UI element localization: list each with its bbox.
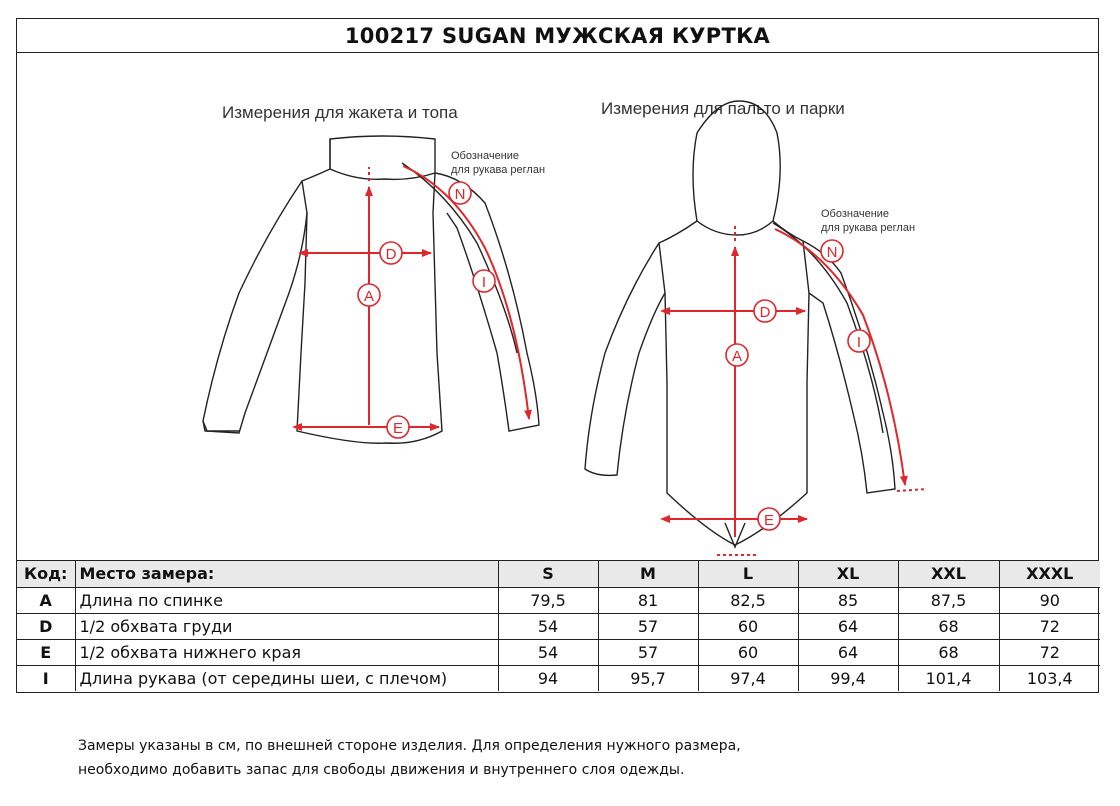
jacket-raglan-note-1: Обозначение [451, 150, 520, 162]
row-code: D [17, 613, 75, 639]
parka-marker-d: D [759, 304, 771, 321]
row-name: Длина по спинке [75, 587, 498, 613]
jacket-markers [358, 182, 495, 438]
row-name: 1/2 обхвата груди [75, 613, 498, 639]
row-code: I [17, 665, 75, 691]
row-value: 97,4 [698, 665, 798, 691]
jacket-marker-n: N [454, 186, 466, 203]
parka-raglan-note-1: Обозначение [821, 208, 890, 220]
row-value: 95,7 [598, 665, 698, 691]
row-value: 101,4 [898, 665, 999, 691]
note-line-2: необходимо добавить запас для свободы движения и внутреннего слоя одежды. [78, 762, 685, 778]
header-size-s: S [498, 561, 598, 587]
row-value: 60 [698, 613, 798, 639]
row-value: 72 [999, 613, 1100, 639]
header-size-l: L [698, 561, 798, 587]
jacket-marker-e: E [392, 420, 404, 437]
row-value: 64 [798, 639, 898, 665]
note-line-1: Замеры указаны в см, по внешней стороне изделия. Для определения нужного размера, [78, 738, 741, 754]
header-size-xl: XL [798, 561, 898, 587]
caption-jacket: Измерения для жакета и топа [222, 103, 458, 122]
row-value: 68 [898, 613, 999, 639]
row-name: 1/2 обхвата нижнего края [75, 639, 498, 665]
parka-marker-i: I [856, 334, 862, 351]
parka-raglan-note-2: для рукава реглан [821, 222, 916, 234]
row-value: 81 [598, 587, 698, 613]
table-header-row [17, 561, 1100, 587]
jacket-marker-i: I [481, 274, 487, 291]
row-name: Длина рукава (от середины шеи, с плечом) [75, 665, 498, 691]
row-value: 103,4 [999, 665, 1100, 691]
row-value: 94 [498, 665, 598, 691]
row-value: 79,5 [498, 587, 598, 613]
table-row [17, 613, 1100, 639]
table-row [17, 665, 1100, 691]
row-value: 60 [698, 639, 798, 665]
jacket-raglan-note-2: для рукава реглан [451, 164, 546, 176]
row-value: 68 [898, 639, 999, 665]
table-row [17, 587, 1100, 613]
row-code: A [17, 587, 75, 613]
row-value: 85 [798, 587, 898, 613]
row-value: 82,5 [698, 587, 798, 613]
row-value: 57 [598, 613, 698, 639]
parka-marker-n: N [826, 244, 838, 261]
measurement-diagrams [17, 53, 1098, 561]
size-chart-sheet [16, 18, 1099, 693]
row-value: 57 [598, 639, 698, 665]
table-row [17, 639, 1100, 665]
parka-markers [726, 240, 870, 530]
header-size-xxxl: XXXL [999, 561, 1100, 587]
parka-marker-e: E [763, 512, 775, 529]
product-title: 100217 SUGAN МУЖСКАЯ КУРТКА [17, 19, 1098, 53]
row-value: 64 [798, 613, 898, 639]
jacket-marker-d: D [385, 246, 397, 263]
row-value: 54 [498, 613, 598, 639]
header-size-xxl: XXL [898, 561, 999, 587]
row-value: 87,5 [898, 587, 999, 613]
row-value: 72 [999, 639, 1100, 665]
header-size-m: M [598, 561, 698, 587]
parka-measure-lines [669, 223, 927, 555]
header-code: Код: [17, 561, 75, 587]
jacket-marker-a: A [363, 288, 375, 305]
header-name: Место замера: [75, 561, 498, 587]
row-value: 54 [498, 639, 598, 665]
caption-parka: Измерения для пальто и парки [601, 99, 845, 118]
parka-marker-a: A [731, 348, 743, 365]
measurement-note [78, 734, 741, 782]
size-table [17, 561, 1100, 691]
row-value: 99,4 [798, 665, 898, 691]
row-value: 90 [999, 587, 1100, 613]
parka-drawing [585, 101, 895, 547]
jacket-measure-lines [301, 166, 529, 427]
row-code: E [17, 639, 75, 665]
jacket-parka-drawings [17, 53, 1098, 559]
